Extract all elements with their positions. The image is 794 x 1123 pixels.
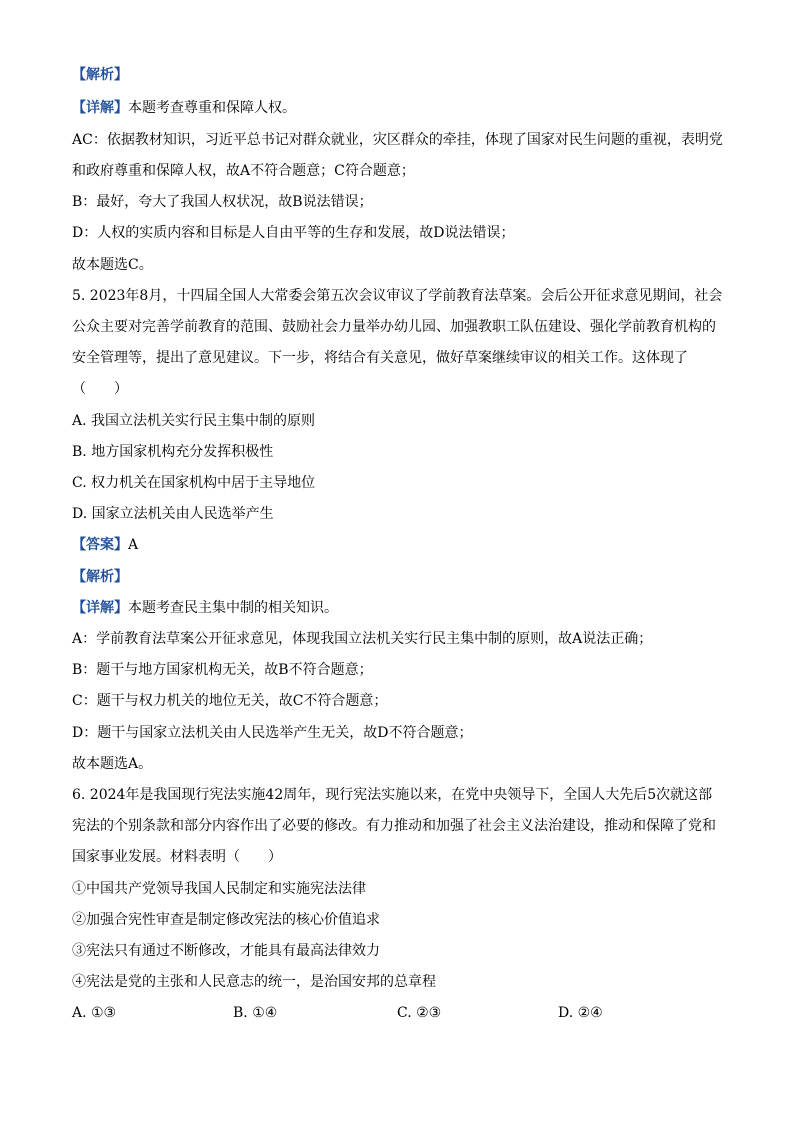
q4-detail [72, 98, 724, 118]
q5-option-c-analysis: C：题干与权力机关的地位无关，故C不符合题意； [72, 693, 388, 709]
q4-detail-label: 【详解】 [72, 100, 128, 116]
q5-option-a-analysis: A：学前教育法草案公开征求意见，体现我国立法机关实行民主集中制的原则，故A说法正确； [72, 631, 653, 647]
q5-detail [72, 598, 724, 618]
q6-stem-line2: 宪法的个别条款和部分内容作出了必要的修改。有力推动和加强了社会主义法治建设，推动和保障了党和 [72, 818, 716, 834]
q5-option-b-analysis: B：题干与地方国家机构无关，故B不符合题意； [72, 662, 373, 678]
q5-answer-value: A [128, 537, 139, 553]
q4-option-b-analysis: B：最好，夸大了我国人权状况，故B说法错误； [72, 194, 373, 210]
q4-ac-line1: AC：依据教材知识，习近平总书记对群众就业，灾区群众的牵挂，体现了国家对民生问题的重视，表明党 [72, 132, 723, 148]
q4-option-d-analysis: D：人权的实质内容和目标是人自由平等的生存和发展，故D说法错误； [72, 225, 515, 241]
q5-conclusion: 故本题选A。 [72, 756, 153, 772]
q5-option-c: C. 权力机关在国家机构中居于主导地位 [72, 475, 316, 491]
q5-analysis-label: 【解析】 [72, 569, 128, 585]
q4-analysis-label: 【解析】 [72, 67, 128, 83]
q4-detail-text: 本题考查尊重和保障人权。 [128, 100, 296, 116]
q6-statement-2: ②加强合宪性审查是制定修改宪法的核心价值追求 [72, 912, 380, 928]
q6-statement-1: ①中国共产党领导我国人民制定和实施宪法法律 [72, 881, 366, 897]
q5-option-d: D. 国家立法机关由人民选举产生 [72, 506, 274, 522]
q6-stem-line3: 国家事业发展。材料表明（ ） [72, 849, 282, 865]
q5-detail-label: 【详解】 [72, 600, 128, 616]
q4-ac-line2: 和政府尊重和保障人权，故A不符合题意；C符合题意； [72, 163, 415, 179]
q5-answer-label: 【答案】 [72, 537, 128, 553]
q6-stem-line1: 6. 2024年是我国现行宪法实施42周年，现行宪法实施以来，在党中央领导下，全国人大先后5次就这部 [72, 787, 713, 803]
q5-stem-line1: 5. 2023年8月，十四届全国人大常委会第五次会议审议了学前教育法草案。会后公开征求意见期间，社会 [72, 288, 723, 304]
q5-stem-line2: 公众主要对完善学前教育的范围、鼓励社会力量举办幼儿园、加强教职工队伍建设、强化学前教育机构的 [72, 319, 716, 335]
q6-statement-3: ③宪法只有通过不断修改，才能具有最高法律效力 [72, 943, 380, 959]
q5-option-b: B. 地方国家机构充分发挥积极性 [72, 444, 274, 460]
q6-choice-c: C. ②③ [397, 1005, 442, 1021]
q5-option-d-analysis: D：题干与国家立法机关由人民选举产生无关，故D不符合题意； [72, 725, 473, 741]
q5-stem-line3: 安全管理等，提出了意见建议。下一步，将结合有关意见，做好草案继续审议的相关工作。这体现了 [72, 350, 688, 366]
q6-statement-4: ④宪法是党的主张和人民意志的统一，是治国安邦的总章程 [72, 974, 436, 990]
q6-choice-a: A. ①③ [72, 1005, 117, 1021]
q5-option-a: A. 我国立法机关实行民主集中制的原则 [72, 413, 316, 429]
q5-detail-text: 本题考查民主集中制的相关知识。 [128, 600, 338, 616]
q6-choice-d: D. ②④ [558, 1005, 603, 1021]
q4-conclusion: 故本题选C。 [72, 257, 153, 273]
q5-answer [72, 535, 724, 555]
q5-stem-line4: （ ） [72, 381, 128, 397]
q6-choice-b: B. ①④ [233, 1005, 278, 1021]
